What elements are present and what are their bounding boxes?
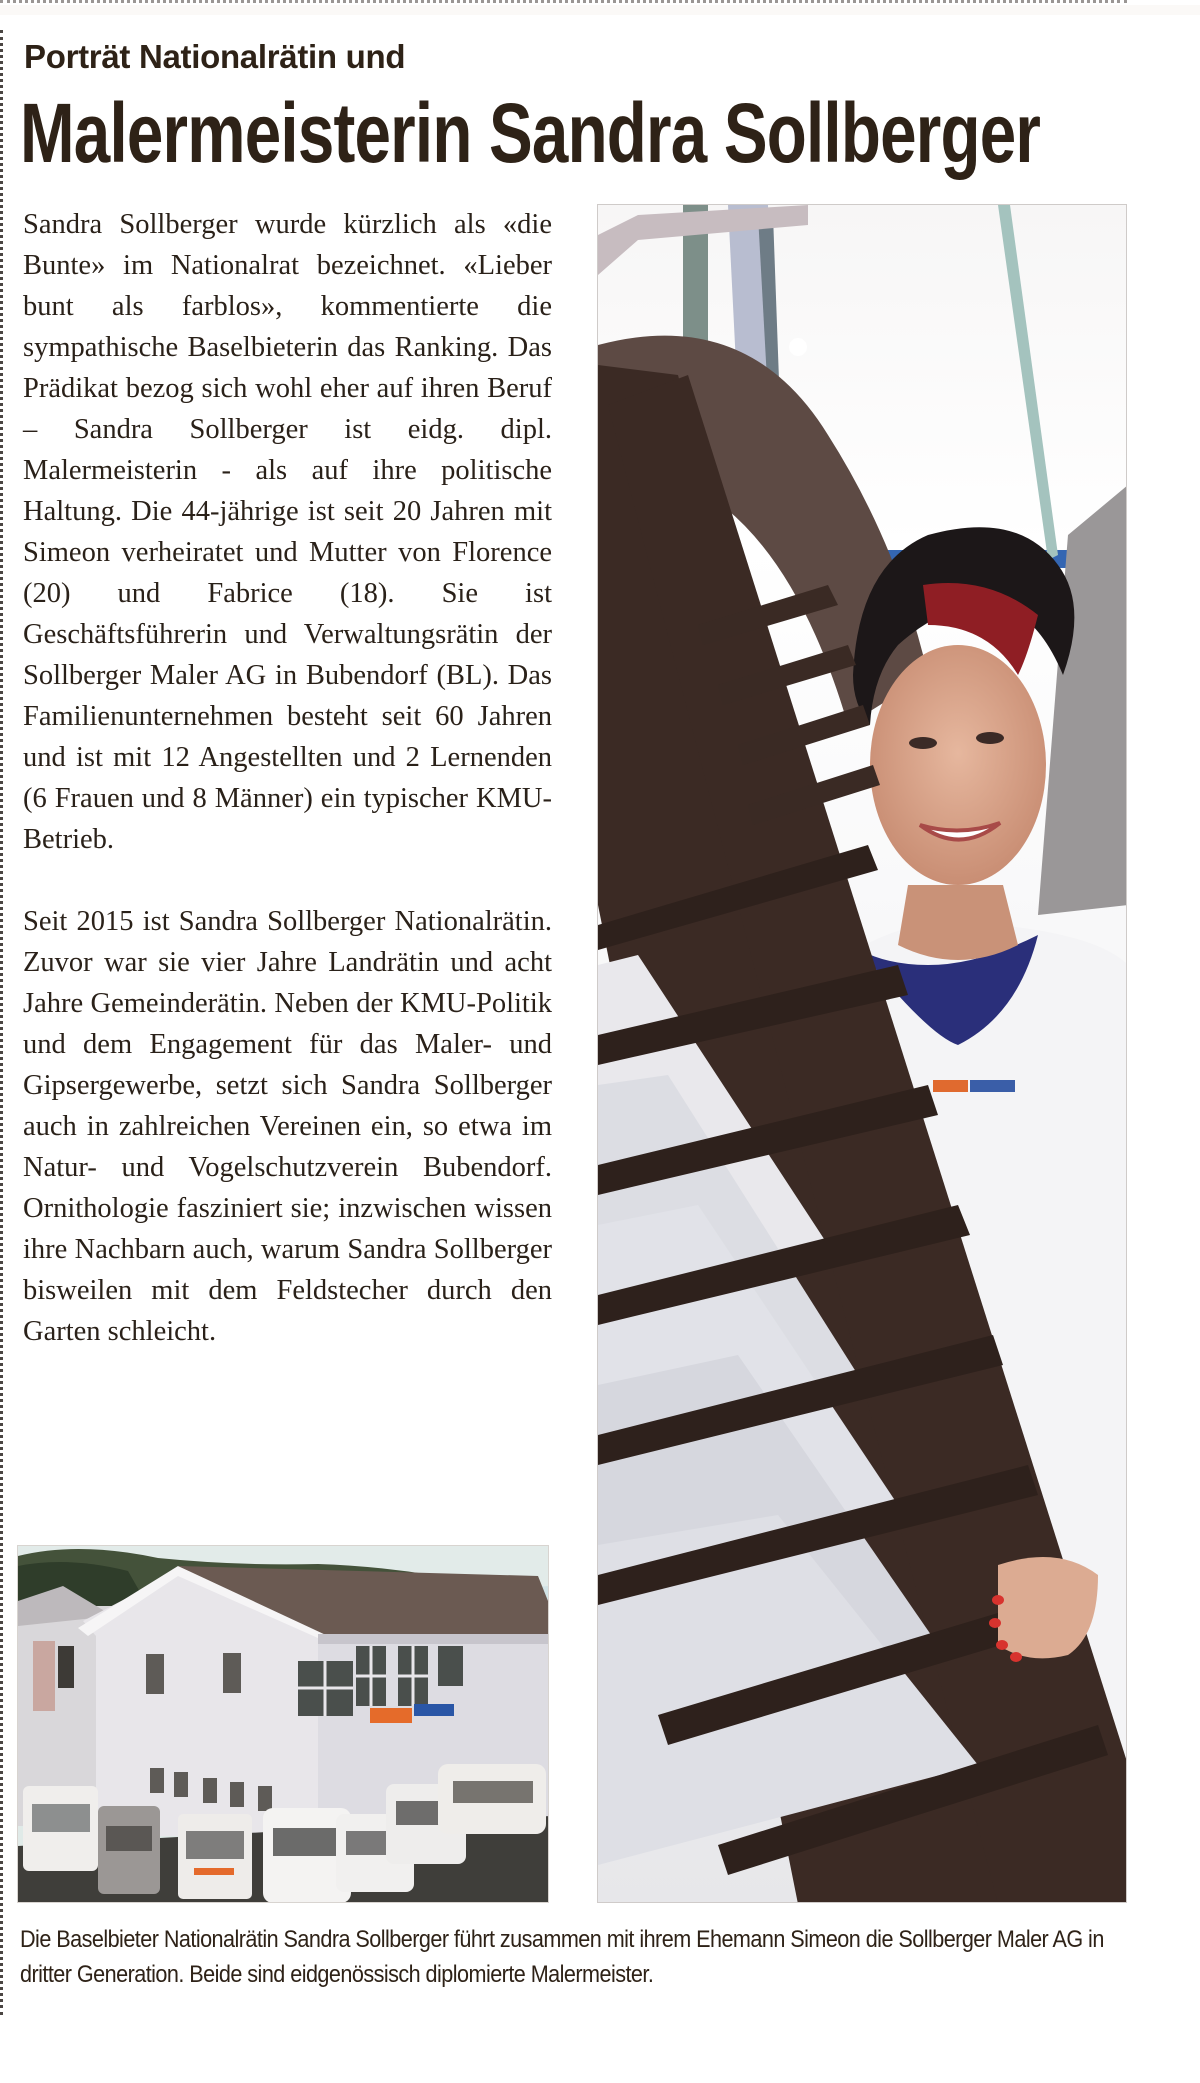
left-dotted-rule [0, 30, 6, 2015]
article-kicker: Porträt Nationalrätin und [24, 38, 406, 75]
portrait-photo [597, 204, 1127, 1903]
body-paragraph: Sandra Sollberger wurde kürzlich als «die Bunte» im Nationalrat bezeichnet. «Lieber bunt als farblos», kommentierte die sympathische Baselbieterin das Ranking. Das Prädikat bezog sich wohl eher auf ihren Beruf – Sandra Sollberger ist eidg. dipl. Malermeisterin - als auf ihre politische Haltung. Die 44-jährige ist seit 20 Jahren mit Simeon verheiratet und Mutter von Florence (20) und Fabrice (18). Sie ist Geschäftsführerin und Verwaltungsrätin der Sollberger Maler AG in Bubendorf (BL). Das Familienunternehmen besteht seit 60 Jahren und ist mit 12 Angestellten und 2 Lernenden (6 Frauen und 8 Männer) ein typischer KMU-Betrieb. [23, 209, 552, 855]
top-dotted-rule [0, 0, 1127, 7]
photo-caption: Die Baselbieter Nationalrätin Sandra Sollberger führt zusammen mit ihrem Ehemann Simeon die Sollberger Maler AG in dritter Generation. Beide sind eidgenössisch diplomierte Malermeister. [20, 1926, 1104, 1988]
article-headline: Malermeisterin Sandra Sollberger [20, 86, 1041, 180]
article-body [23, 204, 552, 1352]
body-paragraph: Seit 2015 ist Sandra Sollberger Nationalrätin. Zuvor war sie vier Jahre Landrätin und acht Jahre Gemeinderätin. Neben der KMU-Politik und dem Engagement für das Maler- und Gipsergewerbe, setzt sich Sandra Sollberger auch in zahlreichen Vereinen ein, so etwa im Natur- und Vogelschutzverein Bubendorf. Ornithologie fasziniert sie; inzwischen wissen ihre Nachbarn auch, warum Sandra Sollberger bisweilen mit dem Feldstecher durch den Garten schleicht. [23, 906, 552, 1347]
company-building-photo [17, 1545, 549, 1903]
